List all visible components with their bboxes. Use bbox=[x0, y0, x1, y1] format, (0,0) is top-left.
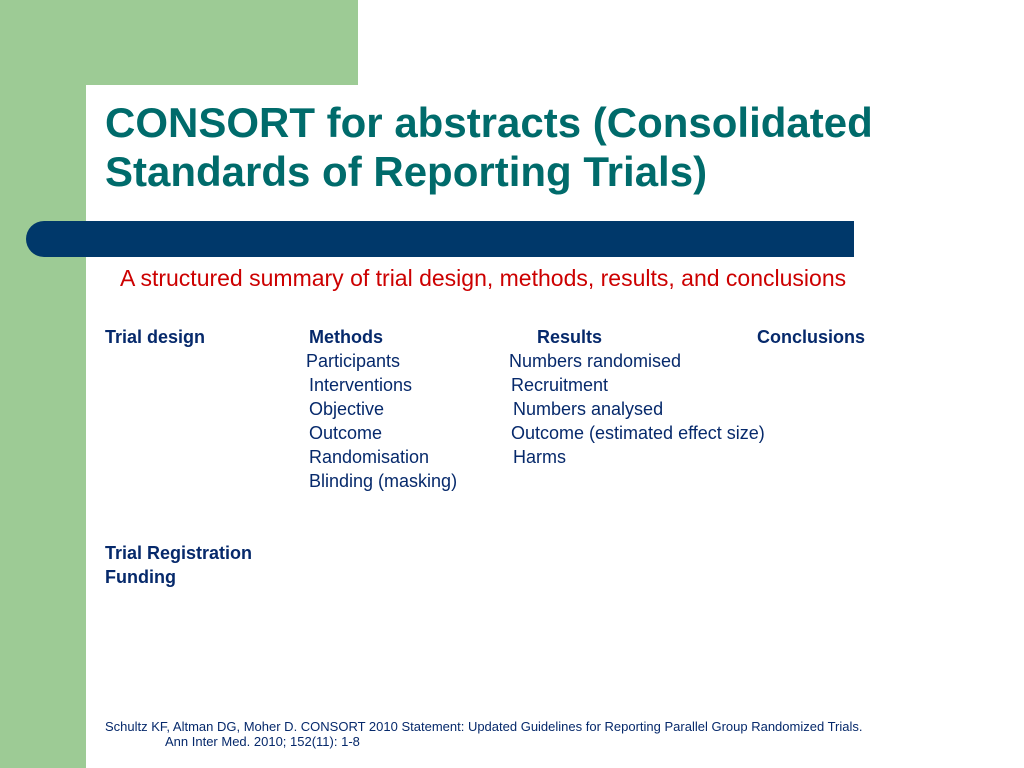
header-methods: Methods bbox=[309, 327, 383, 347]
decor-green-left bbox=[0, 0, 86, 768]
methods-item: Interventions bbox=[309, 375, 413, 395]
results-item: Harms bbox=[513, 447, 566, 467]
funding-label: Funding bbox=[105, 567, 176, 587]
reference-line1: Schultz KF, Altman DG, Moher D. CONSORT 2010 Statement: Updated Guidelines for Reporting Parallel Group Randomized Trials. bbox=[105, 719, 863, 734]
methods-item: Randomisation bbox=[309, 447, 430, 467]
slide-subtitle: A structured summary of trial design, methods, results, and conclusions bbox=[120, 265, 847, 291]
trial-registration-label: Trial Registration bbox=[105, 543, 253, 563]
header-trial-design: Trial design bbox=[105, 327, 206, 347]
decor-green-top bbox=[86, 0, 358, 85]
slide-title-line2: Standards of Reporting Trials) bbox=[105, 148, 708, 195]
methods-item: Outcome bbox=[309, 423, 383, 443]
results-item: Numbers analysed bbox=[513, 399, 664, 419]
slide-title bbox=[105, 98, 1005, 196]
reference-line2: Ann Inter Med. 2010; 152(11): 1-8 bbox=[165, 734, 360, 749]
header-conclusions: Conclusions bbox=[757, 327, 866, 347]
methods-item: Participants bbox=[306, 351, 401, 371]
decor-navy-bar bbox=[26, 221, 854, 257]
results-item: Numbers randomised bbox=[509, 351, 682, 371]
results-item: Recruitment bbox=[511, 375, 609, 395]
methods-item: Blinding (masking) bbox=[309, 471, 458, 491]
header-results: Results bbox=[537, 327, 603, 347]
reference-citation bbox=[105, 719, 862, 749]
results-item: Outcome (estimated effect size) bbox=[511, 423, 765, 443]
methods-item: Objective bbox=[309, 399, 385, 419]
slide-title-line1: CONSORT for abstracts (Consolidated bbox=[105, 99, 873, 146]
